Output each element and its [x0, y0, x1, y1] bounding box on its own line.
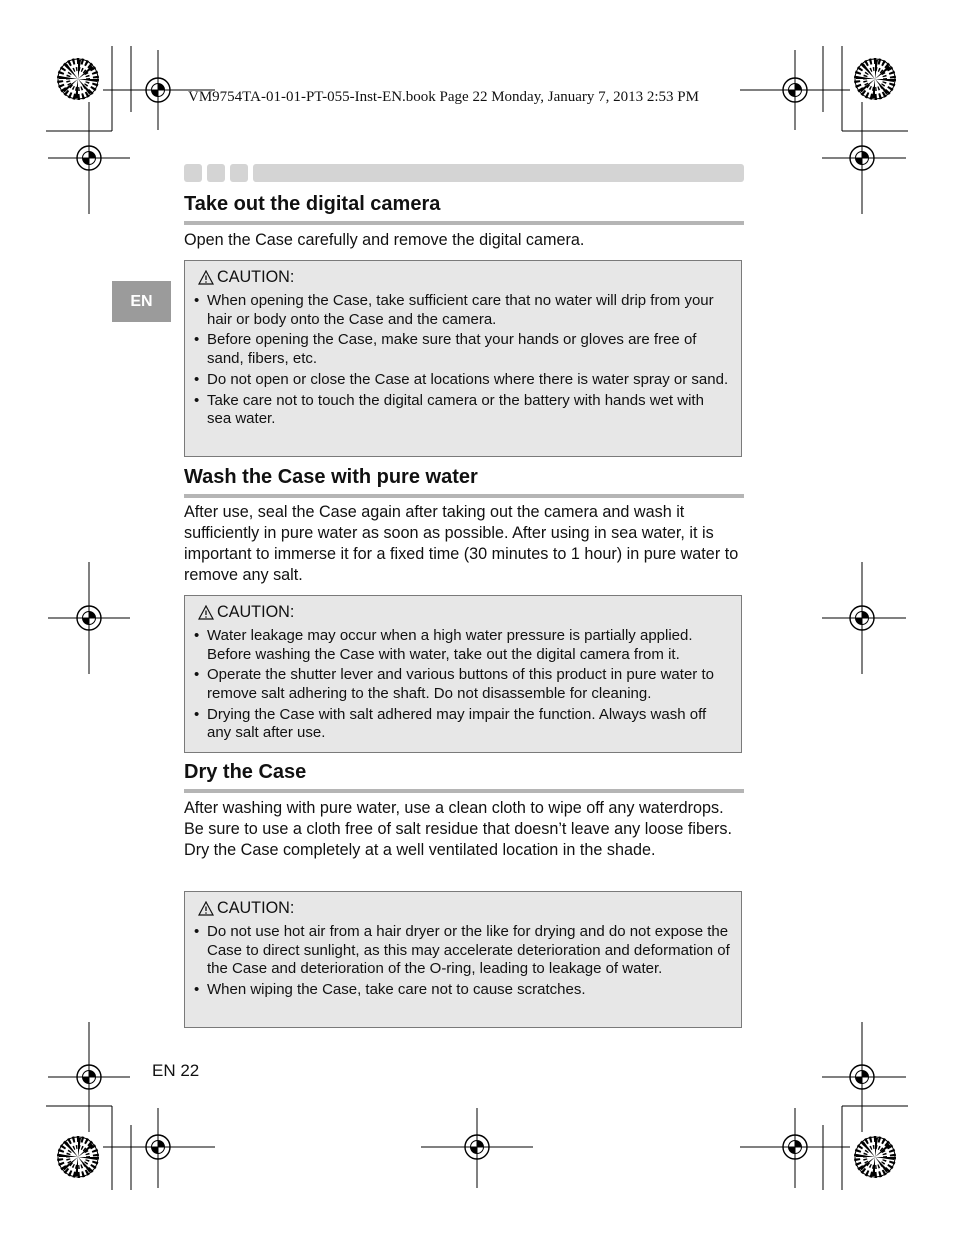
- caution-heading: [198, 603, 731, 622]
- caution-heading: [198, 899, 731, 918]
- caution-box-dry: [184, 891, 742, 1028]
- section-header-bar: [184, 164, 744, 182]
- section-title-take-out: Take out the digital camera: [184, 193, 744, 225]
- header-bar-square: [207, 164, 225, 182]
- caution-list: [193, 923, 731, 1000]
- caution-item: • Take care not to touch the digital camera or the battery with hands wet with sea water.: [193, 392, 731, 429]
- warning-triangle-icon: [198, 901, 214, 916]
- header-bar-square: [230, 164, 248, 182]
- section-title-wash: Wash the Case with pure water: [184, 466, 744, 498]
- section-body-take-out: Open the Case carefully and remove the digital camera.: [184, 231, 585, 249]
- page-number: EN 22: [152, 1061, 200, 1080]
- caution-item: • Do not open or close the Case at locations where there is water spray or sand.: [193, 371, 731, 390]
- print-info-line: VM9754TA-01-01-PT-055-Inst-EN.book Page 22 Monday, January 7, 2013 2:53 PM: [188, 89, 699, 105]
- caution-box-take-out: [184, 260, 742, 457]
- caution-item: • Before opening the Case, make sure that your hands or gloves are free of sand, fibers, etc.: [193, 331, 731, 368]
- section-title-dry: Dry the Case: [184, 761, 744, 793]
- header-bar-square: [184, 164, 202, 182]
- caution-list: [193, 627, 731, 743]
- caution-item: • Operate the shutter lever and various buttons of this product in pure water to remove salt adhering to the shaft. Do not disassemble for cleaning.: [193, 666, 731, 703]
- caution-label: CAUTION:: [217, 268, 295, 286]
- caution-item: • Drying the Case with salt adhered may impair the function. Always wash off any salt after use.: [193, 706, 731, 743]
- section-body-dry: After washing with pure water, use a clean cloth to wipe off any waterdrops. Be sure to use a cloth free of salt residue that doesn’t leave any loose fibers. Dry the Case completely at a well ventilated location in the shade.: [184, 799, 732, 859]
- caution-item: • When wiping the Case, take care not to cause scratches.: [193, 981, 731, 1000]
- caution-item: • Water leakage may occur when a high water pressure is partially applied. Before washing the Case with water, take out the digital camera from it.: [193, 627, 731, 664]
- caution-item: • Do not use hot air from a hair dryer or the like for drying and do not expose the Case to direct sunlight, as this may accelerate deterioration and deformation of the Case and deterioration of the O-ring, leading to leakage of water.: [193, 923, 731, 979]
- warning-triangle-icon: [198, 605, 214, 620]
- caution-heading: [198, 268, 731, 287]
- caution-box-wash: [184, 595, 742, 753]
- caution-label: CAUTION:: [217, 603, 295, 621]
- caution-item: • When opening the Case, take sufficient care that no water will drip from your hair or body onto the Case and the camera.: [193, 292, 731, 329]
- caution-list: [193, 292, 731, 429]
- language-tab: EN: [112, 281, 171, 322]
- section-body-wash: After use, seal the Case again after taking out the camera and wash it sufficiently in pure water as soon as possible. After using in sea water, it is important to immerse it for a fixed time (30 minutes to 1 hour) in pure water to remove any salt.: [184, 503, 739, 584]
- header-bar-long: [253, 164, 744, 182]
- warning-triangle-icon: [198, 270, 214, 285]
- caution-label: CAUTION:: [217, 899, 295, 917]
